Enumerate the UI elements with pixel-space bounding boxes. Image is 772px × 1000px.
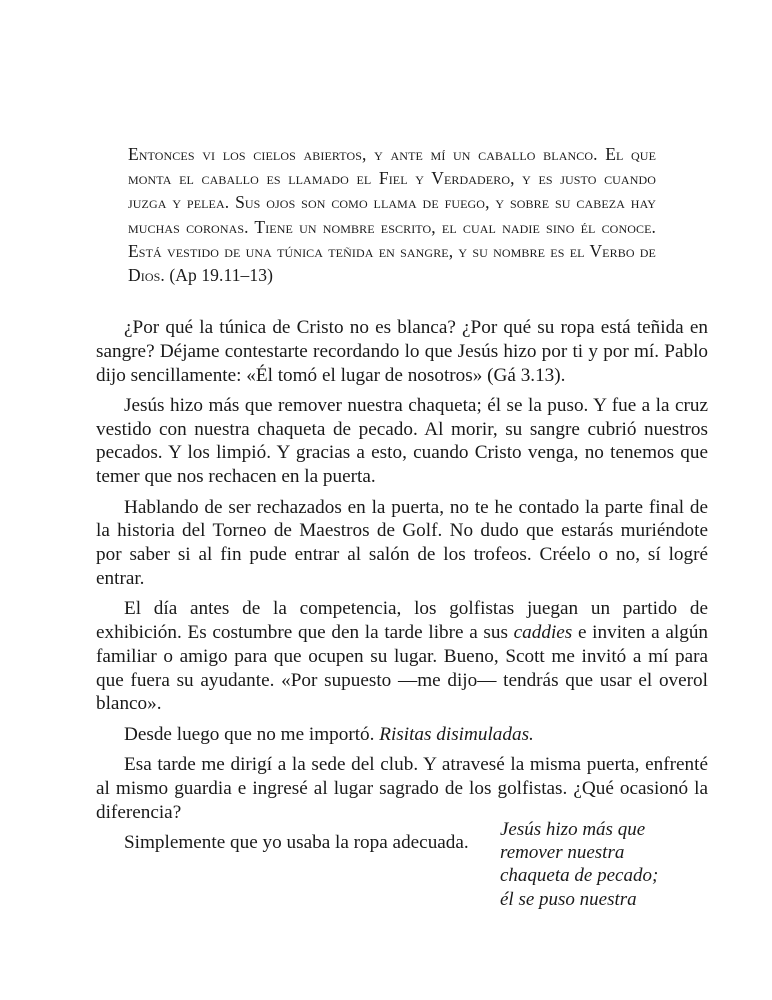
pull-quote-line-1: Jesús hizo más que: [500, 819, 646, 840]
pull-quote-line-2: remover nuestra: [500, 842, 625, 864]
paragraph-2: Jesús hizo más que remover nuestra chaqueta; él se la puso. Y fue a la cruz vestido con nuestra chaqueta de pecado. Al morir, su sangre cubrió nuestros pecados. Y los limpió. Y gracias a esto, cuando Cristo venga, no tenemos que temer que nos rechacen en la puerta.: [96, 394, 708, 488]
scripture-reference: (Ap 19.11–13): [169, 265, 274, 286]
paragraph-5: [96, 723, 708, 747]
paragraph-1: ¿Por qué la túnica de Cristo no es blanca? ¿Por qué su ropa está teñida en sangre? Déjame contestarte recordando lo que Jesús hizo por ti y por mí. Pablo dijo sencillamente: «Él tomó el lugar de nosotros» (Gá 3.13).: [96, 317, 708, 386]
scripture-quote: [128, 142, 656, 287]
scripture-quote-text: Entonces vi los cielos abiertos, y ante mí un caballo blanco. El que monta el caballo es llamado el Fiel y Verdadero, y es justo cuando juzga y pelea. Sus ojos son como llama de fuego, y sobre su cabeza hay muchas coronas. Tiene un nombre escrito, el cual nadie sino él conoce. Está vestido de una túnica teñida en sangre, y su nombre es el Verbo de Dios.: [128, 144, 656, 286]
pull-quote: [500, 818, 700, 911]
paragraph-3: Hablando de ser rechazados en la puerta, no te he contado la parte final de la historia del Torneo de Maestros de Golf. No dudo que estarás muriéndote por saber si al fin pude entrar al salón de los trofeos. Créelo o no, sí logré entrar.: [96, 496, 708, 589]
paragraph-7: Simplemente que yo usaba la ropa adecuada.: [124, 831, 469, 853]
pull-quote-line-4: él se puso nuestra: [500, 888, 637, 910]
paragraph-5-italic: Risitas disimuladas.: [379, 723, 534, 745]
paragraph-4: [96, 597, 708, 716]
pull-quote-line-3: chaqueta de pecado;: [500, 865, 659, 887]
paragraph-4-part-1: El día antes de la competencia, los golfistas juegan un partido de exhibición. Es costumbre que den la tarde libre a sus: [96, 598, 708, 644]
paragraph-4-italic: caddies: [513, 622, 573, 644]
paragraph-4-part-2: e inviten a algún familiar o amigo para que ocupen su lugar. Bueno, Scott me invitó a mí para que fuera su ayudante. «Por supuesto —me dijo— tendrás que usar el overol blanco».: [96, 622, 709, 715]
paragraph-5-part-1: Desde luego que no me importó.: [124, 723, 380, 745]
body-text: [96, 316, 708, 861]
paragraph-6: Esa tarde me dirigí a la sede del club. Y atravesé la misma puerta, enfrenté al mismo guardia e ingresé al lugar sagrado de los golfistas. ¿Qué ocasionó la diferencia?: [96, 754, 708, 823]
